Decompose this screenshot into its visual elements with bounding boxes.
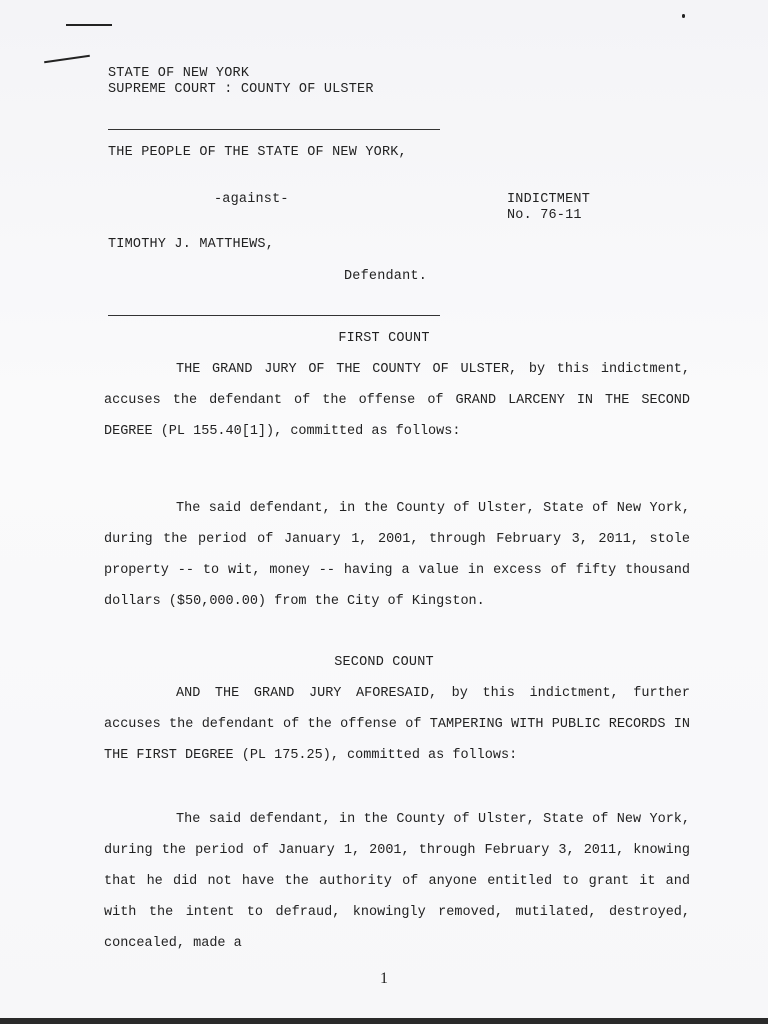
scan-speck	[682, 14, 685, 18]
court-state: STATE OF NEW YORK	[108, 66, 250, 81]
plaintiff-name: THE PEOPLE OF THE STATE OF NEW YORK,	[108, 145, 407, 160]
defendant-role: Defendant.	[344, 269, 428, 284]
scan-bottom-edge	[0, 1018, 768, 1024]
first-count-heading: FIRST COUNT	[338, 331, 430, 346]
indictment-number: No. 76-11	[507, 208, 582, 223]
second-count-intro: AND THE GRAND JURY AFORESAID, by this indictment, further accuses the defendant of the offense of TAMPERING WITH PUBLIC RECORDS IN THE FIRST DEGREE (PL 175.25), committed as follows:	[104, 686, 690, 763]
indictment-label: INDICTMENT	[507, 192, 591, 207]
page-number: 1	[380, 970, 388, 987]
caption-bottom-rule	[108, 315, 440, 316]
court-name: SUPREME COURT : COUNTY OF ULSTER	[108, 82, 374, 97]
second-count-heading: SECOND COUNT	[334, 655, 434, 670]
scan-mark-slant	[44, 55, 90, 63]
second-count-facts: The said defendant, in the County of Ulster, State of New York, during the period of January 1, 2001, through February 3, 2011, knowing that he did not have the authority of anyone entitled to grant it and with the intent to defraud, knowingly removed, mutilated, destroyed, concealed, made a	[104, 812, 690, 951]
first-count-intro: THE GRAND JURY OF THE COUNTY OF ULSTER, by this indictment, accuses the defendant of the offense of GRAND LARCENY IN THE SECOND DEGREE (PL 155.40[1]), committed as follows:	[104, 362, 690, 439]
defendant-name: TIMOTHY J. MATTHEWS,	[108, 237, 275, 252]
caption-top-rule	[108, 129, 440, 130]
against-label: -against-	[214, 192, 289, 207]
first-count-facts: The said defendant, in the County of Ulster, State of New York, during the period of January 1, 2001, through February 3, 2011, stole property -- to wit, money -- having a value in excess of fifty thousand dollars ($50,000.00) from the City of Kingston.	[104, 501, 690, 609]
scan-mark-top	[66, 24, 112, 26]
